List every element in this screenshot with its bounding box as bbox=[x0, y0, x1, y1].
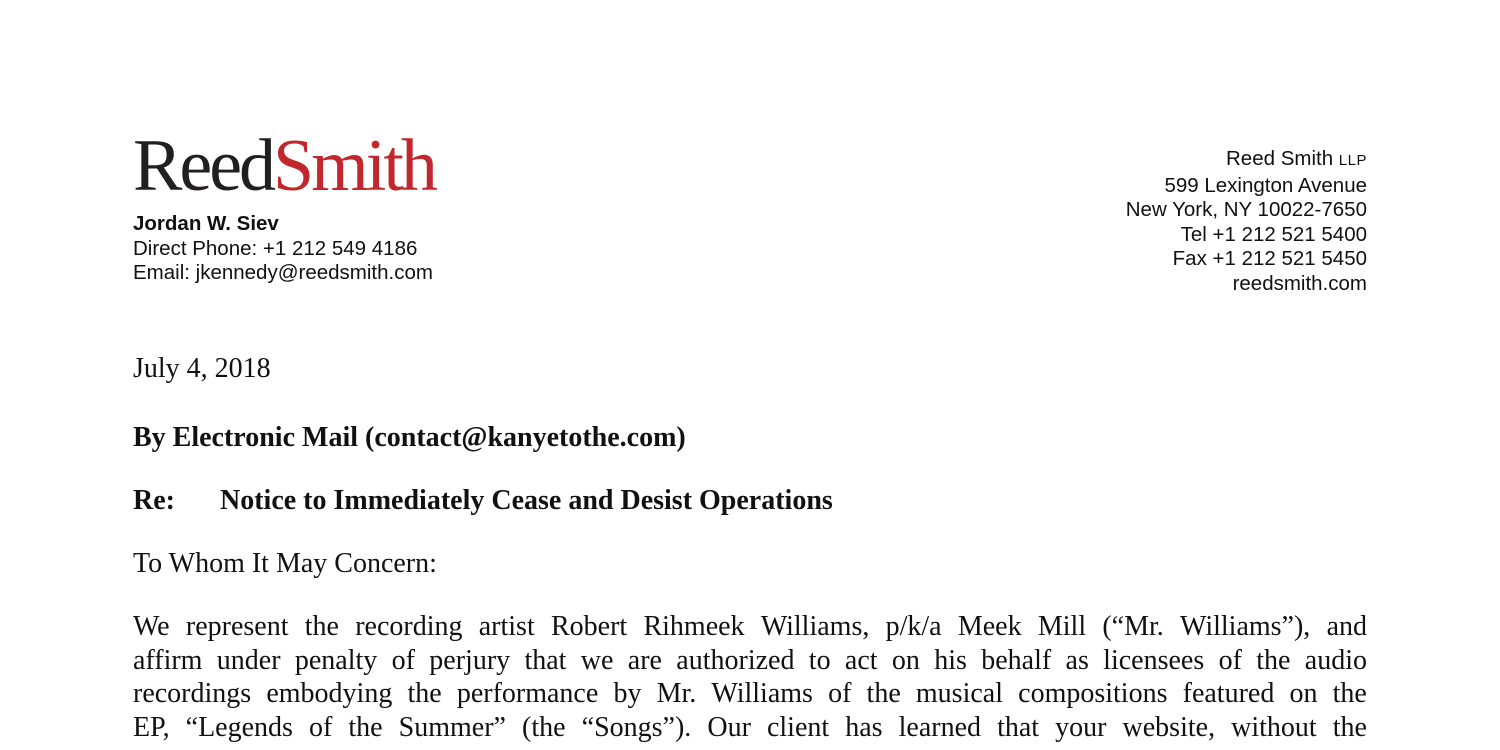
body-line: EP, “Legends of the Summer” (the “Songs”). Our client has learned that your website, without the bbox=[133, 711, 1367, 743]
re-subject: Notice to Immediately Cease and Desist Operations bbox=[220, 485, 833, 516]
body-paragraph bbox=[133, 610, 1367, 744]
sender-block bbox=[133, 212, 433, 286]
firm-fax: Fax +1 212 521 5450 bbox=[1172, 247, 1367, 270]
firm-website: reedsmith.com bbox=[1232, 271, 1367, 295]
firm-name-line bbox=[1126, 147, 1367, 174]
reed-smith-logo bbox=[133, 126, 435, 206]
delivery-method: By Electronic Mail (contact@kanyetothe.com) bbox=[133, 422, 686, 453]
logo-reed-text: Reed bbox=[133, 125, 274, 207]
letter-date: July 4, 2018 bbox=[133, 353, 271, 384]
firm-address-line1: 599 Lexington Avenue bbox=[1164, 173, 1367, 197]
firm-address-line2: New York, NY 10022-7650 bbox=[1125, 198, 1367, 221]
body-line: affirm under penalty of perjury that we are authorized to act on his behalf as licensees of the audio bbox=[133, 644, 1367, 676]
sender-email: Email: jkennedy@reedsmith.com bbox=[133, 261, 433, 284]
body-line: recordings embodying the performance by Mr. Williams of the musical compositions featured on the bbox=[133, 678, 1367, 709]
logo-smith-text: Smith bbox=[273, 125, 435, 207]
subject-line bbox=[133, 484, 833, 518]
re-label: Re: bbox=[133, 485, 175, 516]
firm-name: Reed Smith bbox=[1225, 147, 1334, 170]
sender-direct-phone: Direct Phone: +1 212 549 4186 bbox=[133, 236, 418, 260]
firm-address-block bbox=[1126, 147, 1367, 296]
firm-suffix: LLP bbox=[1338, 152, 1367, 169]
firm-tel: Tel +1 212 521 5400 bbox=[1180, 222, 1367, 246]
body-line: We represent the recording artist Robert Rihmeek Williams, p/k/a Meek Mill (“Mr. Williams”), and bbox=[133, 611, 1367, 642]
salutation: To Whom It May Concern: bbox=[133, 548, 437, 579]
sender-name: Jordan W. Siev bbox=[133, 212, 279, 235]
